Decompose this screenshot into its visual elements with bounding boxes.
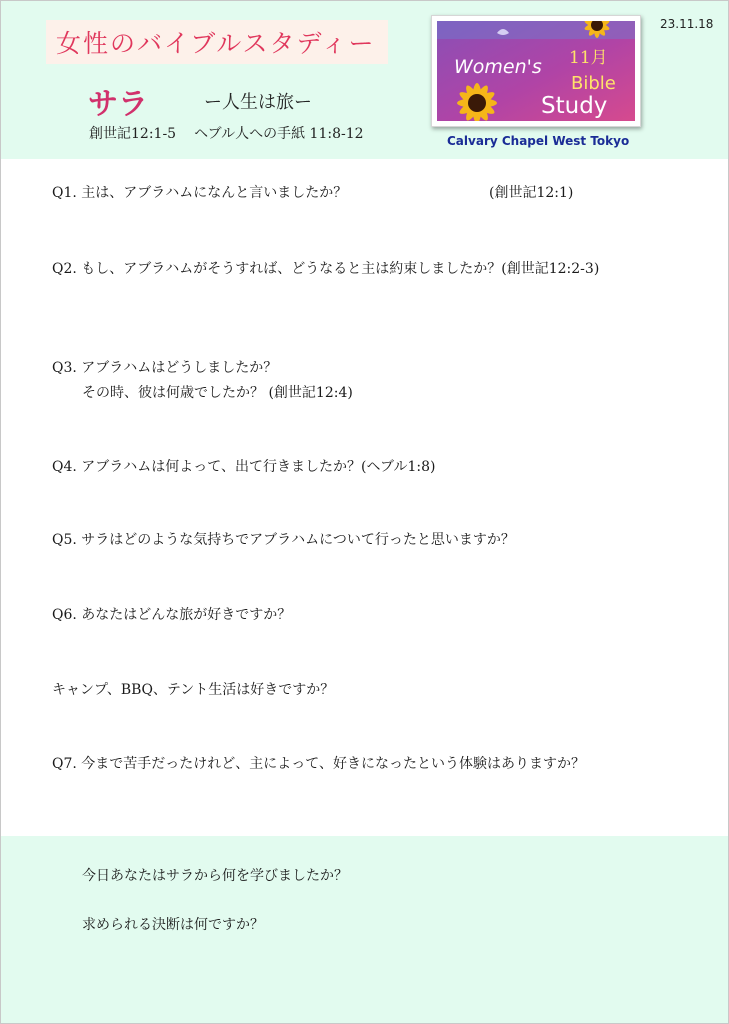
logo-study: Study [541,93,608,119]
logo-womens: Women's [454,56,542,78]
question-6: Q6. あなたはどんな旅が好きですか？ [52,607,292,623]
church-name: Calvary Chapel West Tokyo [447,134,630,148]
reference-hebrews: ヘブル人への手紙 11:8-12 [194,126,364,142]
question-1-reference: (創世記12:1) [489,185,574,201]
question-7: Q7. 今まで苦手だったけれど、主によって、好きになったという体験はありますか？ [52,756,586,772]
logo-month: 11月 [569,48,608,68]
subtitle: ー人生は旅ー [204,92,312,113]
question-1-text: Q1. 主は、アブラハムになんと言いましたか？ [52,185,348,201]
reference-genesis: 創世記12:1-5 [89,126,177,142]
reflection-question-1: 今日あなたはサラから何を学びましたか？ [82,868,348,884]
question-4: Q4. アブラハムは何よって、出て行きましたか？(ヘブル1:8) [52,459,436,475]
question-6-followup: キャンプ、BBQ、テント生活は好きですか？ [52,682,335,698]
subject-name: サラ [88,87,148,122]
question-3: Q3. アブラハムはどうしましたか？ [52,360,278,376]
question-3-followup: その時、彼は何歳でしたか？ (創世記12:4) [82,385,353,401]
question-5: Q5. サラはどのような気持ちでアブラハムについて行ったと思いますか？ [52,532,515,548]
question-2: Q2. もし、アブラハムがそうすれば、どうなると主は約束しましたか？(創世記12:2-3) [52,261,600,277]
page-title: 女性のバイブルスタディー [56,29,376,58]
logo-bible: Bible [571,73,616,94]
reflection-question-2: 求められる決断は何ですか？ [82,917,264,933]
date-label: 23.11.18 [660,17,714,31]
